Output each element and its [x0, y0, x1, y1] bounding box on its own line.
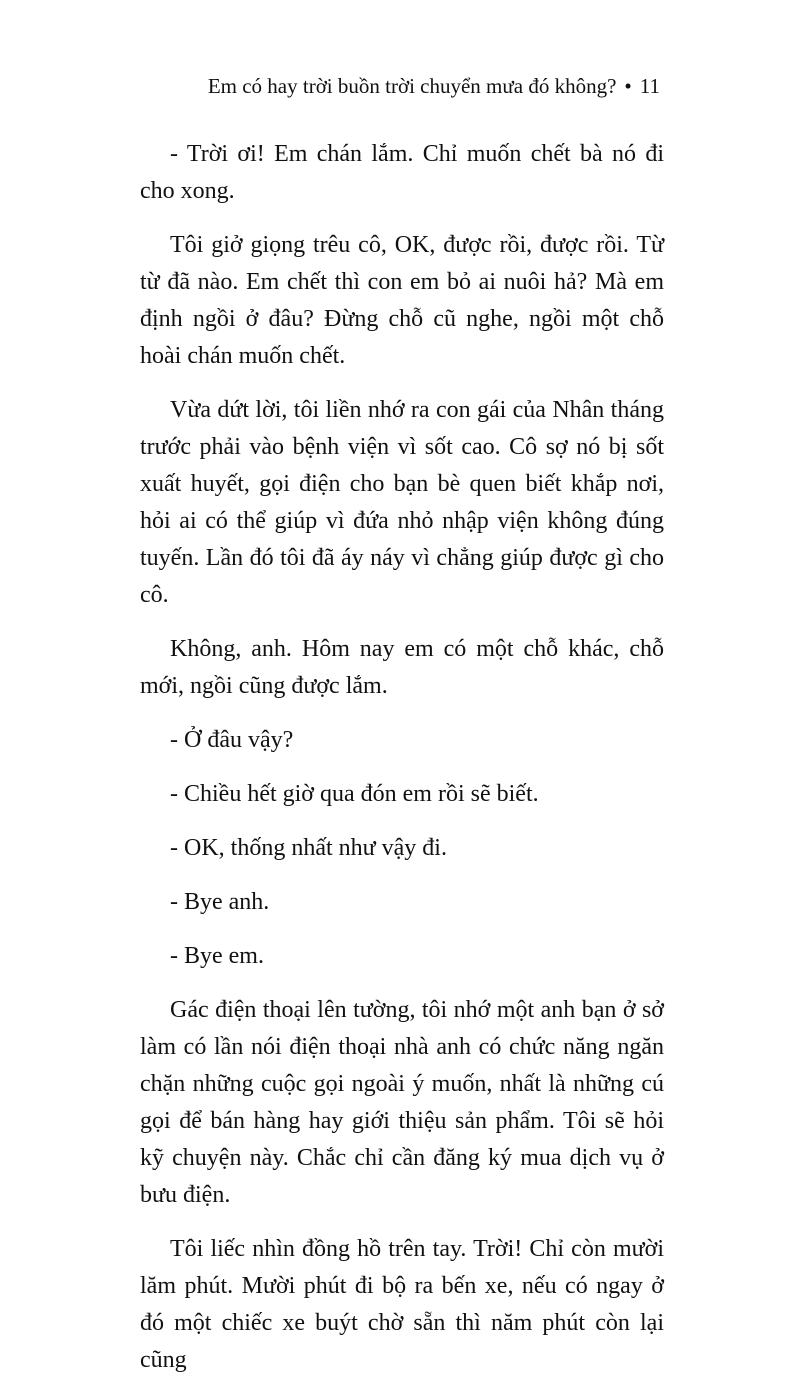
paragraph: - OK, thống nhất như vậy đi. — [170, 835, 447, 861]
running-header — [140, 72, 660, 100]
page-number: 11 — [639, 74, 660, 98]
paragraph: Vừa dứt lời, tôi liền nhớ ra con gái của Nhân tháng trước phải vào bệnh viện vì sốt cao. Cô sợ nó bị sốt xuất huyết, gọi điện cho bạn bè quen biết khắp nơi, hỏi ai có thể giúp vì đứa nhỏ nhập viện không đúng tuyến. Lần đó tôi đã áy náy vì chẳng giúp được gì cho cô. — [140, 397, 664, 608]
chapter-title: Em có hay trời buồn trời chuyển mưa đó không? — [207, 74, 617, 98]
paragraph: - Bye em. — [170, 943, 264, 969]
paragraph: Gác điện thoại lên tường, tôi nhớ một anh bạn ở sở làm có lần nói điện thoại nhà anh có chức năng ngăn chặn những cuộc gọi ngoài ý muốn, nhất là những cú gọi để bán hàng hay giới thiệu sản phẩm. Tôi sẽ hỏi kỹ chuyện này. Chắc chỉ cần đăng ký mua dịch vụ ở bưu điện. — [140, 997, 664, 1208]
paragraph: Tôi giở giọng trêu cô, OK, được rồi, được rồi. Từ từ đã nào. Em chết thì con em bỏ ai nuôi hả? Mà em định ngồi ở đâu? Đừng chỗ cũ nghe, ngồi một chỗ hoài chán muốn chết. — [140, 232, 664, 369]
paragraph: - Trời ơi! Em chán lắm. Chỉ muốn chết bà nó đi cho xong. — [140, 141, 664, 204]
paragraph: Tôi liếc nhìn đồng hồ trên tay. Trời! Chỉ còn mười lăm phút. Mười phút đi bộ ra bến xe, nếu có ngay ở đó một chiếc xe buýt chờ sẵn thì năm phút còn lại cũng — [140, 1236, 664, 1373]
paragraph: - Chiều hết giờ qua đón em rồi sẽ biết. — [170, 781, 539, 807]
paragraph: - Bye anh. — [170, 889, 270, 915]
paragraph: - Ở đâu vậy? — [170, 727, 294, 753]
body-text — [140, 136, 664, 1396]
paragraph: Không, anh. Hôm nay em có một chỗ khác, chỗ mới, ngồi cũng được lắm. — [140, 636, 664, 699]
header-separator: • — [624, 74, 632, 98]
